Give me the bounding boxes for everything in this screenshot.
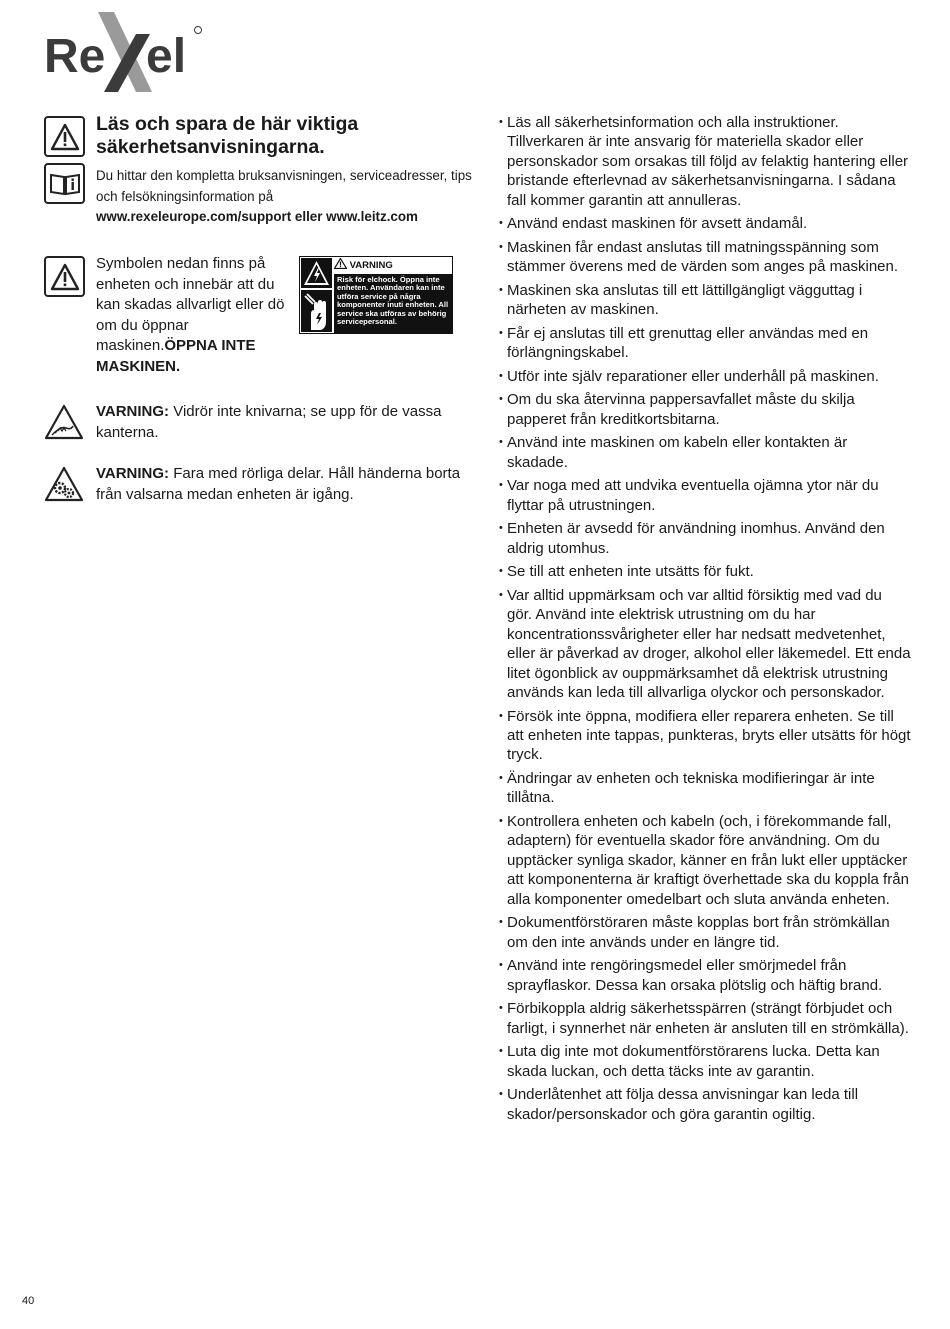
- blade-warning-label: VARNING:: [96, 403, 170, 420]
- list-item: • Ändringar av enheten och tekniska modifieringar är inte tillåtna.: [499, 769, 911, 808]
- page-number: 40: [22, 1295, 35, 1307]
- list-item: • Se till att enheten inte utsätts för fukt.: [499, 562, 911, 581]
- svg-text:Re: Re: [44, 30, 106, 83]
- list-item: • Kontrollera enheten och kabeln (och, i förekommande fall, adaptern) för eventuella skador före användning. Om du upptäcker synliga skador, känner en från lukt eller upptäcker att komponenterna är kraftigt överhettade ska du koppla från alla komponenter omedelbart och sluta använda enheten.: [499, 812, 911, 909]
- symbol-notice-text: Symbolen nedan finns på enheten och innebär att du kan skadas allvarligt eller dö om du öppnar maskinen.: [96, 255, 285, 354]
- list-item: • Läs all säkerhetsinformation och alla instruktioner. Tillverkaren är inte ansvarig för materiella skador eller personskador som orsakas till följd av felaktig hantering eller bristande efterlevnad av säkerhetsanvisningarna. I sådana fall kommer garantin att annulleras.: [499, 113, 911, 210]
- list-item: • Luta dig inte mot dokumentförstörarens lucka. Detta kan skada luckan, och detta täcks inte av garantin.: [499, 1042, 911, 1081]
- list-item: • Enheten är avsedd för användning inomhus. Använd den aldrig utomhus.: [499, 519, 911, 558]
- rexel-logo: [44, 12, 204, 92]
- blade-hazard-icon: [44, 404, 84, 440]
- warning-label-title: [334, 258, 450, 272]
- warning-icon: [44, 256, 85, 297]
- list-item: • Använd endast maskinen för avsett ändamål.: [499, 214, 911, 233]
- manual-info-icon: [44, 163, 85, 204]
- list-item: • Förbikoppla aldrig säkerhetsspärren (strängt förbjudet och farligt, i synnerhet när enheten är ansluten till en strömkälla).: [499, 999, 911, 1038]
- warning-icon: [44, 116, 85, 157]
- list-item: • Använd inte maskinen om kabeln eller kontakten är skadade.: [499, 433, 911, 472]
- moving-parts-warning-text: Fara med rörliga delar. Håll händerna borta från valsarna medan enheten är igång.: [96, 465, 461, 503]
- blade-warning-text: Vidrör inte knivarna; se upp för de vassa kanterna.: [96, 403, 442, 441]
- symbol-notice: [96, 254, 296, 377]
- list-item: • Får ej anslutas till ett grenuttag eller användas med en förlängningskabel.: [499, 324, 911, 363]
- moving-parts-hazard-icon: [44, 466, 84, 502]
- intro-text: [96, 166, 476, 228]
- symbol-notice-emphasis: ÖPPNA INTE MASKINEN.: [96, 337, 256, 375]
- list-item: • Var noga med att undvika eventuella ojämna ytor när du flyttar på utrustningen.: [499, 476, 911, 515]
- list-item: • Om du ska återvinna pappersavfallet måste du skilja papperet från kreditkortsbitarna.: [499, 390, 911, 429]
- list-item: • Använd inte rengöringsmedel eller smörjmedel från sprayflaskor. Dessa kan orsaka plötslig och häftig brand.: [499, 956, 911, 995]
- list-item: • Maskinen får endast anslutas till matningsspänning som stämmer överens med de värden som anges på maskinen.: [499, 238, 911, 277]
- list-item: • Utför inte själv reparationer eller underhåll på maskinen.: [499, 367, 911, 386]
- list-item: • Försök inte öppna, modifiera eller reparera enheten. Se till att enheten inte tappas, punkteras, bryts eller utsätts för högt tryck.: [499, 707, 911, 765]
- safety-instructions-list: [499, 113, 911, 1128]
- warning-label-body: Risk för elchock. Öppna inte enheten. Användaren kan inte utföra service på några komponenter inuti enheten. All service ska utföras av behörig servicepersonal.: [334, 274, 452, 333]
- moving-parts-warning-label: VARNING:: [96, 465, 170, 482]
- blade-warning: [96, 402, 476, 443]
- list-item: • Dokumentförstöraren måste kopplas bort från strömkällan om den inte används under en längre tid.: [499, 913, 911, 952]
- list-item: • Var alltid uppmärksam och var alltid försiktig med vad du gör. Använd inte elektrisk utrustning om du har koncentrationssvårigheter eller har nedsatt medvetenhet, eller är påverkad av droger, alkohol eller läkemedel. Ett enda litet ögonblick av ouppmärksamhet då elektrisk utrustning används kan leda till allvarliga olyckor och personskador.: [499, 586, 911, 702]
- warning-label-title-text: VARNING: [349, 260, 393, 271]
- electric-shock-warning-label: [299, 256, 453, 334]
- moving-parts-warning: [96, 464, 476, 505]
- support-links: www.rexeleurope.com/support eller www.leitz.com: [96, 209, 418, 224]
- list-item: • Maskinen ska anslutas till ett lättillgängligt vägguttag i närheten av maskinen.: [499, 281, 911, 320]
- svg-text:el: el: [146, 30, 187, 83]
- intro-description: Du hittar den kompletta bruksanvisningen, serviceadresser, tips och felsökningsinformation på: [96, 168, 472, 204]
- list-item: • Underlåtenhet att följa dessa anvisningar kan leda till skador/personskador och göra garantin ogiltig.: [499, 1085, 911, 1124]
- page-title: Läs och spara de här viktiga säkerhetsanvisningarna.: [96, 113, 359, 158]
- electric-shock-icon: [301, 258, 332, 288]
- hand-shock-icon: [301, 290, 332, 332]
